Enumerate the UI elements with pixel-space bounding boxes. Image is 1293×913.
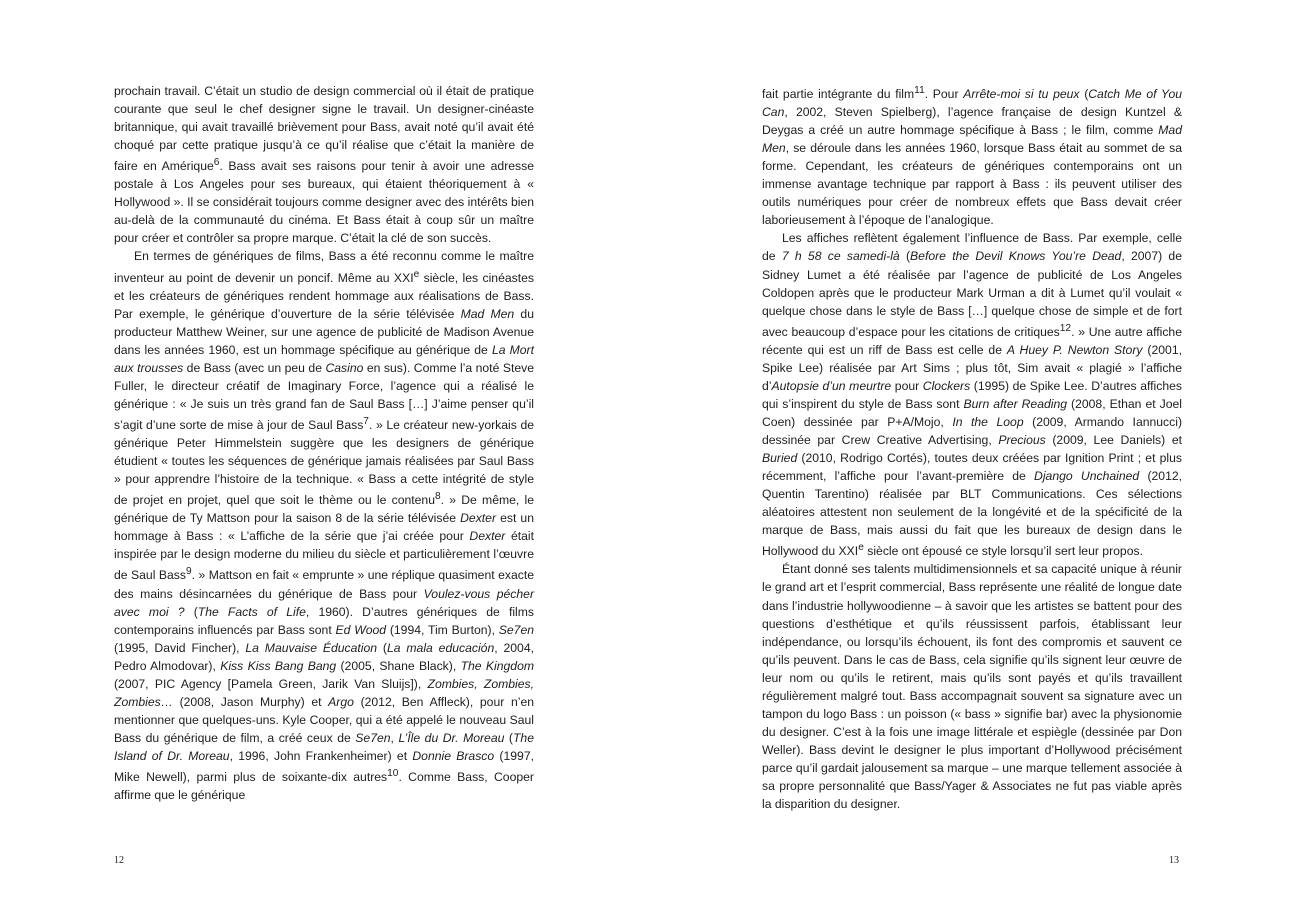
paragraph: Les affiches reflètent également l’influence de Bass. Par exemple, celle de 7 h 58 ce samedi-là (Before the Devil Knows You’re Dead, 2007) de Sidney Lumet a été réalisée par l’agence de publicité de Los Angeles Coldopen après que le producteur Mark Urman a dit à Lumet qu’il voulait « quelque chose dans le style de Bass […] quelque chose de simple et de fort avec beaucoup d’espace pour les citations de critiques$^{12}$. » Une autre affiche récente qui est un riff de Bass est celle de A Huey P. Newton Story (2001, Spike Lee) réalisée par Art Sims ; plus tôt, Sim avait « plagié » l’affiche d’Autopsie d’un meurtre pour Clockers (1995) de Spike Lee. D’autres affiches qui s’inspirent du style de Bass sont Burn after Reading (2008, Ethan et Joel Coen) dessinée par P+A/Mojo, In the Loop (2009, Armando Iannucci) dessinée par Crew Creative Advertising, Precious (2009, Lee Daniels) et Buried (2010, Rodrigo Cortés), toutes deux créées par Ignition Print ; et plus récemment, l’affiche pour l’avant-première de Django Unchained (2012, Quentin Tarentino) réalisée par BLT Communications. Ces sélections aléatoires attestent non seulement de la longévité et de la spécificité de la marque de Bass, mais aussi du fait que les bureaux de design dans le Hollywood du XXIe siècle ont épousé ce style lorsqu’il sert leur propos. [762,231,1183,559]
page-number-right: 13 [1169,855,1179,866]
paragraph: En termes de génériques de films, Bass a été reconnu comme le maître inventeur au point de devenir un poncif. Même au XXIe siècle, les cinéastes et les créateurs de génériques rendent hommage aux réalisations de Bass. Par exemple, le générique d’ouverture de la série télévisée Mad Men du producteur Matthew Weiner, sur une agence de publicité de Madison Avenue dans les années 1960, est un hommage spécifique au générique de La Mort aux trousses de Bass (avec un peu de Casino en sus). Comme l’a noté Steve Fuller, le directeur créatif de Imaginary Force, l’agence qui a réalisé le générique : « Je suis un très grand fan de Saul Bass […] J’aime penser qu’il s’agit d’une sorte de mise à jour de Saul Bass$^7$. » Le créateur new-yorkais de générique Peter Himmelstein suggère que les designers de générique étudient « toutes les séquences de générique jamais réalisées par Saul Bass » pour apprendre l’histoire de la technique. « Bass a cette intégrité de style de projet en projet, quel que soit le thème ou le contenu$^8$. » De même, le générique de Ty Mattson pour la saison 8 de la série télévisée Dexter est un hommage à Bass : « L’affiche de la série que j’ai créée pour Dexter était inspirée par le design moderne du milieu du siècle et particulièrement l’œuvre de Saul Bass$^9$. » Mattson en fait « emprunte » une réplique quasiment exacte des mains désincarnées du générique de Bass pour Voulez-vous pécher avec moi ? (The Facts of Life, 1960). D’autres génériques de films contemporains influencés par Bass sont Ed Wood (1994, Tim Burton), Se7en (1995, David Fincher), La Mauvaise Éducation (La mala educación, 2004, Pedro Almodovar), Kiss Kiss Bang Bang (2005, Shane Black), The Kingdom (2007, PIC Agency [Pamela Green, Jarik Van Sluijs]), Zombies, Zombies, Zombies… (2008, Jason Murphy) et Argo (2012, Ben Affleck), pour n’en mentionner que quelques-uns. Kyle Cooper, qui a été appelé le nouveau Saul Bass du générique de film, a créé ceux de Se7en, L’Île du Dr. Moreau (The Island of Dr. Moreau, 1996, John Frankenheimer) et Donnie Brasco (1997, Mike Newell), parmi plus de soixante-dix autres$^{10}$. Comme Bass, Cooper affirme que le générique [114,249,535,803]
paragraph: prochain travail. C’était un studio de design commercial où il était de pratique courante que seul le chef designer signe le travail. Un designer-cinéaste britannique, qui avait travaillé brièvement pour Bass, avait noté qu’il avait été choqué par cette pratique jusqu’à ce qu’il réalise que c’était la manière de faire en Amérique$^6$. Bass avait ses raisons pour tenir à avoir une adresse postale à Los Angeles pour ses bureaux, qui étaient théoriquement à « Hollywood ». Il se considérait toujours comme designer avec des intérêts bien au-delà de la communauté du cinéma. Et Bass était à coup sûr un maître pour créer et contrôler sa propre marque. C’était la clé de son succès. [114,84,535,246]
page-number-left: 12 [114,855,124,866]
paragraph: fait partie intégrante du film$^{11}$. Pour Arrête-moi si tu peux (Catch Me of You Can, 2002, Steven Spielberg), l’agence française de design Kuntzel & Deygas a créé un autre hommage spécifique à Bass ; le film, comme Mad Men, se déroule dans les années 1960, lorsque Bass était au sommet de sa forme. Cependant, les créateurs de génériques contemporains ont un immense avantage technique par rapport à Bass : ils peuvent utiliser des outils numériques pour créer de nombreux effets que Bass devait créer laborieusement à l’époque de l’analogique. [762,85,1182,228]
left-page-text [114,82,534,804]
right-page-text [762,82,1182,813]
paragraph: Étant donné ses talents multidimensionnels et sa capacité unique à réunir le grand art et l’esprit commercial, Bass représente une réalité de longue date dans l’industrie hollywoodienne – à savoir que les artistes se battent pour des questions d’esthétique et qu’ils réussissent parfois, établissant leur indépendance, ou lorsqu’ils échouent, ils font des compromis et sauvent ce qu’ils peuvent. Dans le cas de Bass, cela signifie qu’ils signent leur œuvre de leur nom ou qu’ils le retirent, mais qu’ils sont payés et qu’ils travaillent régulièrement malgré tout. Bass accompagnait souvent sa signature avec un tampon du logo Bass : un poisson (« bass » signifie bar) avec la physionomie du designer. C’est à la fois une image littérale et espiègle (dessinée par Don Weller). Bass devint le designer le plus important d’Hollywood précisément parce qu’il gardait jalousement sa marque – une marque tellement associée à sa propre personnalité que Bass/Yager & Associates ne fut pas viable après la disparition du designer. [762,562,1182,812]
